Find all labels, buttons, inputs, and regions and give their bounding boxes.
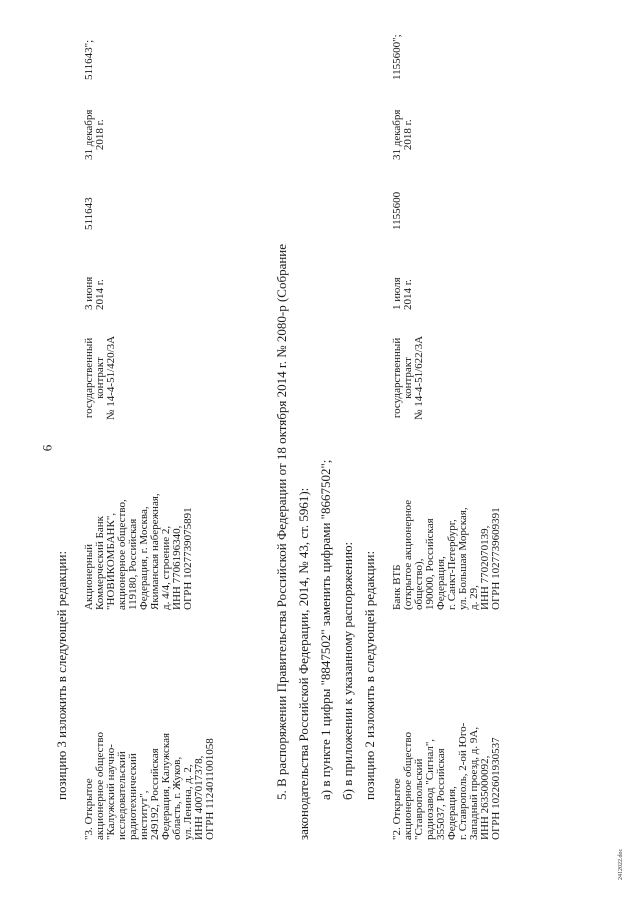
footer-filename: 2412022.doc — [618, 848, 624, 880]
row2-amount: 1155600 — [391, 191, 403, 230]
row3-amount-end: 511643"; — [83, 39, 95, 80]
intro-line-2: позицию 2 изложить в следующей редакции: — [362, 550, 377, 800]
intro-line: позицию 3 изложить в следующей редакции: — [54, 550, 69, 800]
rotated-page-content — [44, 20, 604, 840]
row3-amount: 511643 — [83, 197, 95, 230]
item-a: а) в пункте 1 цифры "8847502" заменить цифрами "8667502"; — [318, 459, 333, 800]
row3-date-to: 31 декабря 2018 г. — [83, 109, 106, 160]
paragraph-5-continued: законодательства Российской Федерации, 2014, № 43, ст. 5961): — [296, 487, 311, 840]
row2-date-to: 31 декабря 2018 г. — [391, 109, 414, 160]
row2-contract: государственный контракт № 14-4-51/622/3А — [391, 335, 425, 420]
row2-date-from: 1 июля 2014 г. — [391, 277, 414, 310]
row3-contract: государственный контракт № 14-4-51/420/3А — [83, 335, 117, 420]
page-number: 6 — [39, 444, 55, 452]
row2-bank: Банк ВТБ (открытое акционерное общество), 190000, Российская Федерация, г. Санкт-Петербург, ул. Большая Морская, д. 29, ИНН 7702070139, ОГРН 1027739609391 — [391, 499, 502, 610]
row3-date-from: 3 июня 2014 г. — [83, 276, 106, 310]
row2-organization: "2. Открытое акционерное общество "Ставропольский радиозавод "Сигнал", 355037, Российская Федерация, г. Ставрополь, 2-ой Юго- Западный проезд, д. 9А, ИНН 2635000092, ОГРН 1022601930537 — [391, 722, 502, 840]
item-b: б) в приложении к указанному распоряжению: — [340, 541, 355, 800]
paragraph-5: 5. В распоряжении Правительства Российской Федерации от 18 октября 2014 г. № 2080-р (Собрание — [274, 243, 289, 800]
row3-bank: Акционерный Коммерческий Банк "НОВИКОМБАНК", акционерное общество, 119180, Российская Федерация, г. Москва, Якиманская набережная, д. 4/4, строение 2, ИНН 7706196340, ОГРН 1027739075891 — [83, 493, 194, 610]
row3-organization: "3. Открытое акционерное общество "Калужский научно- исследовательский радиотехнический институт", 249192, Российская Федерация, Калужская область, г. Жуков, ул. Ленина, д. 2, ИНН 4007017378, ОГРН 1124011001058 — [83, 732, 216, 840]
row2-amount-end: 1155600"; — [391, 34, 403, 80]
